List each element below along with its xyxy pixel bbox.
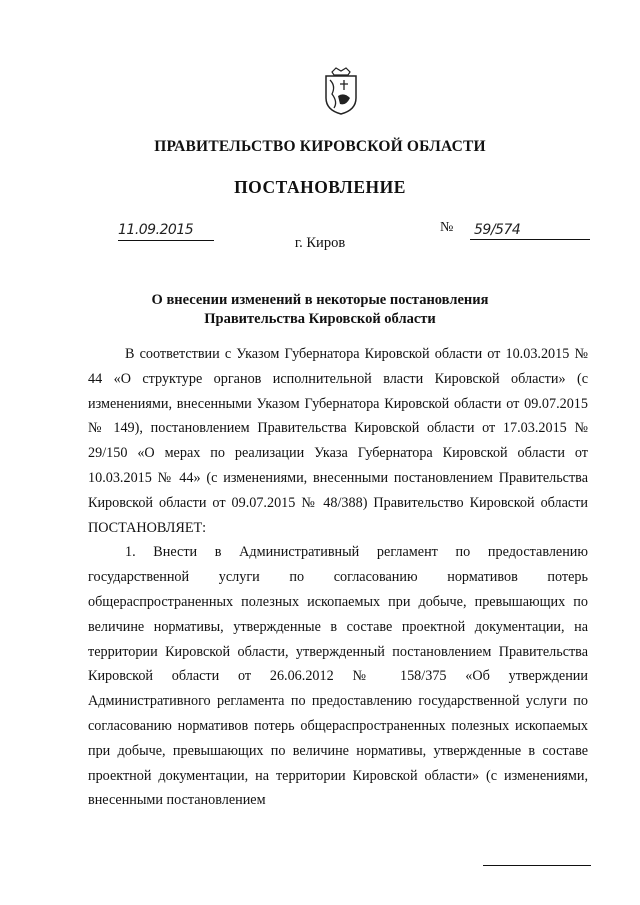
organization-title: ПРАВИТЕЛЬСТВО КИРОВСКОЙ ОБЛАСТИ bbox=[154, 138, 486, 155]
document-body bbox=[88, 342, 588, 813]
footer-divider bbox=[483, 865, 591, 866]
document-subject bbox=[0, 291, 640, 329]
body-paragraph-2: 1. Внести в Административный регламент по предоставлению государственной услуги по согласованию нормативов потерь общераспространенных полезных ископаемых при добыче, превышающих по величине нормативы, утвержденные в составе проектной документации, на территории Кировской области, утвержденный постановлением Правительства Кировской области от 26.06.2012 № 158/375 «Об утверждении Административного регламента по предоставлению государственной услуги по согласованию нормативов потерь общераспространенных полезных ископаемых при добыче, превышающих по величине нормативы, утвержденные в составе проектной документации, на территории Кировской области» (с изменениями, внесенными постановлением bbox=[88, 544, 588, 809]
city: г. Киров bbox=[294, 235, 346, 251]
document-number: 59/574 bbox=[470, 222, 590, 240]
subject-line-1: О внесении изменений в некоторые постановления bbox=[151, 292, 489, 308]
subject-line-2: Правительства Кировской области bbox=[204, 311, 436, 327]
document-date: 11.09.2015 bbox=[118, 222, 214, 241]
document-type: ПОСТАНОВЛЕНИЕ bbox=[234, 177, 406, 197]
coat-of-arms-icon bbox=[322, 66, 360, 116]
body-paragraph-1: В соответствии с Указом Губернатора Кировской области от 10.03.2015 № 44 «О структуре органов исполнительной власти Кировской области» (с изменениями, внесенными Указом Губернатора Кировской области от 09.07.2015 № 149), постановлением Правительства Кировской области от 17.03.2015 № 29/150 «О мерах по реализации Указа Губернатора Кировской области от 10.03.2015 № 44» (с изменениями, внесенными постановлением Правительства Кировской области от 09.07.2015 № 48/388) Правительство Кировской области ПОСТАНОВЛЯЕТ: bbox=[88, 346, 588, 536]
number-label: № bbox=[440, 220, 454, 235]
